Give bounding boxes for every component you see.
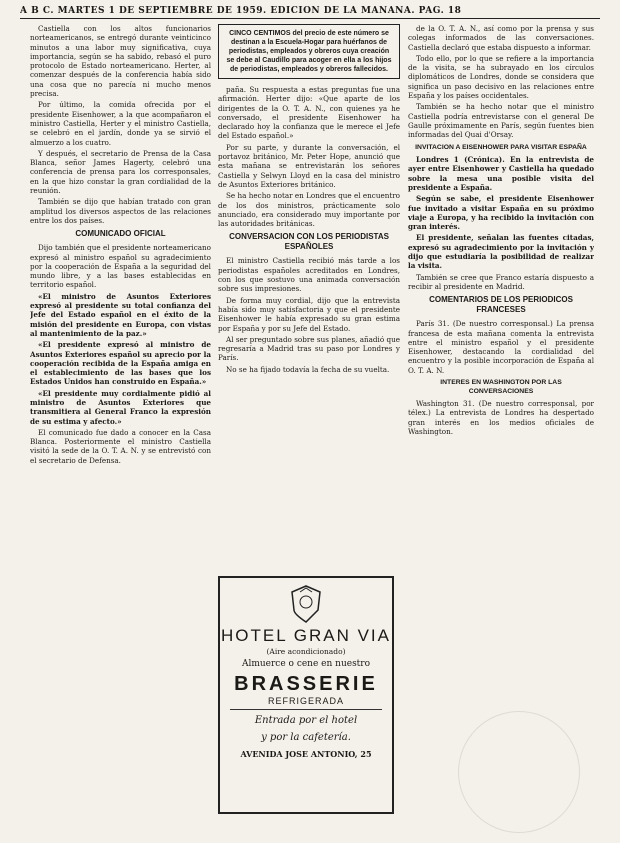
paragraph: El ministro Castiella recibió más tarde a los periodistas españoles acreditados en Londres, con los que sostuvo una animada conversación sobre sus impresiones.: [218, 256, 400, 294]
paragraph: Dijo también que el presidente norteamericano expresó al ministro español su agradecimiento por la cooperación de España a la seguridad del mundo libre, y a las bases establecidas en territorio español.: [30, 243, 211, 290]
paragraph: Londres 1 (Crónica). En la entrevista de ayer entre Eisenhower y Castiella ha quedado sobre la mesa una posible visita del presidente a España.: [408, 155, 594, 192]
paragraph: Todo ello, por lo que se refiere a la importancia de la visita, se ha subrayado en los círculos diplomáticos de Londres, donde se considera que significa un paso decisivo en las relaciones entre España y los países occidentales.: [408, 53, 594, 101]
paragraph: También se cree que Franco estaría dispuesto a recibir al presidente en Madrid.: [408, 272, 594, 291]
notice-box: CINCO CENTIMOS del precio de este número se destinan a la Escuela-Hogar para huérfanos de periodistas, empleados y obreros cuya creación se debe al Caudillo para acoger en ella a los hijos de periodistas, empleados y obreros fallecidos.: [218, 24, 400, 79]
ad-subtitle: (Aire acondicionado): [266, 647, 346, 656]
paragraph: «El presidente expresó al ministro de Asuntos Exteriores español su aprecio por la cooperación recibida de la España amiga en el establecimiento de las bases que los Estados Unidos han construido en España.»: [30, 340, 211, 387]
hotel-advertisement: [218, 576, 394, 814]
section-heading-interes: INTERES EN WASHINGTON POR LAS CONVERSACIONES: [440, 379, 562, 395]
paragraph: paña. Su respuesta a estas preguntas fue una afirmación. Herter dijo: «Que aparte de los dirigentes de la O. T. A. N., con quienes ya he conversado, el presidente Eisenhower ha declarado hoy la confianza que le merece el Jefe del Estado español.»: [218, 85, 400, 141]
ad-line: Almuerce o cene en nuestro: [241, 659, 371, 669]
ad-hotel-name: HOTEL GRAN VIA: [220, 626, 391, 645]
paragraph: También se dijo que habían tratado con gran amplitud los diversos aspectos de las relaciones entre los dos países.: [30, 197, 211, 225]
paragraph: También se ha hecho notar que el ministro Castiella podría entrevistarse con el general De Gaulle próximamente en París, según fuentes bien informadas del Quai d'Orsay.: [408, 102, 594, 140]
paragraph: Se ha hecho notar en Londres que el encuentro de los dos ministros, prácticamente solo anunciado, era considerado muy importante por las autoridades británicas.: [218, 191, 400, 229]
paragraph: Washington 31. (De nuestro corresponsal, por télex.) La entrevista de Londres ha despertado gran interés en los medios oficiales de Washington.: [408, 399, 594, 436]
paragraph: El presidente, señalan las fuentes citadas, expresó su agradecimiento por la invitación y dijo que estudiaría la posibilidad de realizar la visita.: [408, 233, 594, 271]
paragraph: No se ha fijado todavía la fecha de su vuelta.: [226, 364, 390, 374]
ad-italic-1: Entrada por el hotel: [254, 715, 358, 726]
paragraph: «El ministro de Asuntos Exteriores expresó al presidente su total confianza del Jefe del Estado español en el éxito de la misión del presidente en Europa, con vistas al mantenimiento de la paz.»: [30, 291, 211, 338]
paragraph: Al ser preguntado sobre sus planes, añadió que regresaría a Madrid tras su paso por Londres y París.: [218, 334, 400, 363]
paragraph: Castiella con los altos funcionarios norteamericanos, se entregó durante veinticinco minutos a una labor muy significativa, cuya importancia, según se ha sabido, rebasó el puro protocolo de Estado norteamericano. Herter, al comenzar después de la conferencia había sido una cosa que no parecía ni mucho menos precisa.: [30, 24, 211, 99]
paragraph: «El presidente muy cordialmente pidió al ministro de Asuntos Exteriores que transmitiera al General Franco la expresión de su estima y afecto.»: [30, 388, 211, 426]
ad-refrigerada: REFRIGERADA: [267, 696, 344, 706]
page-header: A B C. MARTES 1 DE SEPTIEMBRE DE 1959. EDICION DE LA MAÑANA. PAG. 18: [20, 6, 600, 19]
section-heading-comentarios: COMENTARIOS DE LOS PERIODICOS FRANCESES: [429, 295, 573, 315]
paragraph: Por último, la comida ofrecida por el presidente Eisenhower, a la que acompañaron el ministro Castiella, Herter y el ministro Castiella, se celebró en el jardín, donde ya se sirvió el almuerzo a los cuatro.: [30, 100, 211, 147]
watermark-decoration: [458, 711, 580, 833]
paragraph: Según se sabe, el presidente Eisenhower fue invitado a visitar España en su próximo viaje a Europa, y ha recibido la invitación con gran interés.: [408, 194, 594, 232]
ad-brasserie: BRASSERIE: [234, 673, 378, 695]
paragraph: de la O. T. A. N., así como por la prensa y sus colegas informados de las conversaciones. Castiella declaró que estaba dispuesto a informar.: [408, 24, 594, 52]
ad-address: AVENIDA JOSE ANTONIO, 25: [240, 749, 372, 759]
paragraph: El comunicado fue dado a conocer en la Casa Blanca. Posteriormente el ministro Castiella visitó la sede de la O. T. A. N. y se entrevistó con el secretario de Defensa.: [30, 427, 211, 465]
column-1: [30, 24, 211, 835]
section-heading-invitacion: INVITACION A EISENHOWER PARA VISITAR ESPAÑA: [415, 143, 587, 151]
paragraph: Por su parte, y durante la conversación, el portavoz británico, Mr. Peter Hope, anunció que esta mañana se entrevistarán los señores Castiella y Selwyn Lloyd en la casa del ministro de Asuntos Exteriores británico.: [218, 142, 400, 189]
paragraph: Y después, el secretario de Prensa de la Casa Blanca, señor James Hagerty, celebró una conferencia de prensa para los corresponsales, en la que hizo constar la gran cordialidad de la reunión.: [30, 148, 211, 196]
paragraph: De forma muy cordial, dijo que la entrevista había sido muy satisfactoria y que el presidente Eisenhower le había expresado su gran estima por España y por su Jefe del Estado.: [218, 295, 400, 333]
hotel-crest-icon: [288, 584, 324, 624]
paragraph: París 31. (De nuestro corresponsal.) La prensa francesa de esta mañana comenta la entrevista entre el ministro español y el presidente Eisenhower, destacando la cordialidad del encuentro y la posible incorporación de España al O. T. A. N.: [408, 319, 594, 375]
section-heading-comunicado: COMUNICADO OFICIAL: [75, 229, 166, 239]
ad-italic-2: y por la cafetería.: [261, 732, 351, 743]
section-heading-conversacion: CONVERSACION CON LOS PERIODISTAS ESPAÑOLES: [229, 232, 389, 252]
ad-divider: [230, 709, 382, 710]
